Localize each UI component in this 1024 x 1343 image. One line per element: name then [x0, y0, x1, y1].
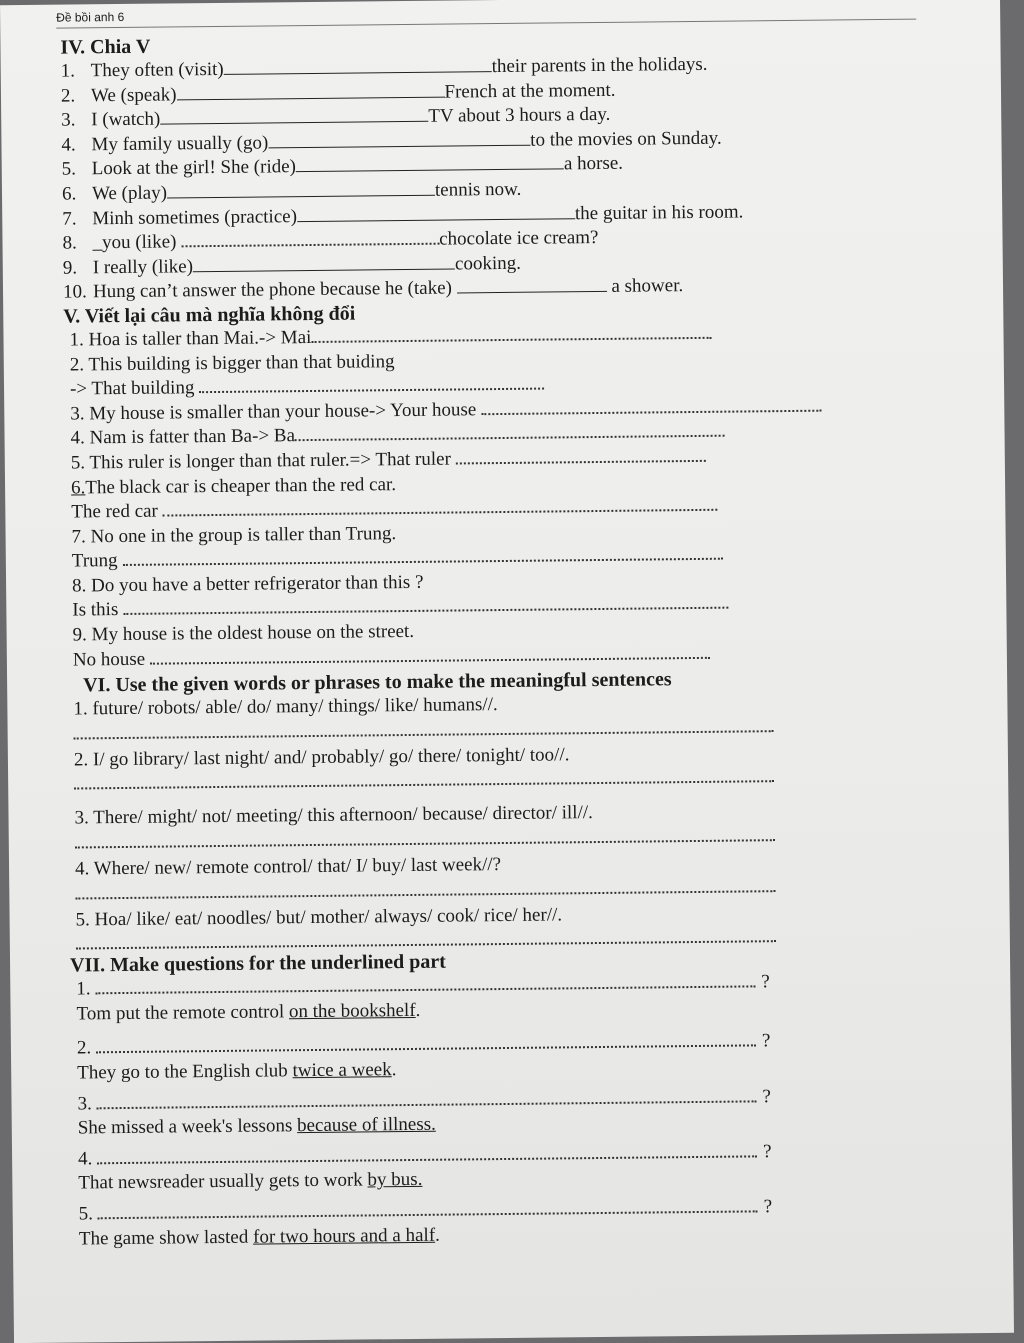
- answer-blank[interactable]: [181, 242, 439, 248]
- exercise-line: 5. Look at the girl! She (ride) a horse.: [61, 153, 624, 180]
- answer-blank[interactable]: [123, 606, 728, 615]
- answer-blank[interactable]: [150, 655, 710, 664]
- exercise-line: The game show lasted for two hours and a half.: [78, 1224, 440, 1250]
- exercise-line: 3. My house is smaller than your house-> Your house: [64, 393, 944, 427]
- exercise-line: 1. They often (visit) their parents in the holidays.: [60, 53, 708, 82]
- exercise-line: No house: [67, 639, 947, 673]
- exercise-line: -> That building: [64, 368, 944, 402]
- section-vi: [67, 666, 950, 955]
- exercise-line: 3. There/ might/ not/ meeting/ this afternoon/ because/ director/ ill//.: [74, 802, 593, 829]
- exercise-line: 2. This building is bigger than that buiding: [69, 350, 395, 376]
- section-vii: [70, 946, 953, 1252]
- section-v: [63, 296, 947, 673]
- exercise-line: 5. Hoa/ like/ eat/ noodles/ but/ mother/ always/ cook/ rice/ her//.: [75, 904, 563, 931]
- answer-blank[interactable]: [456, 459, 706, 465]
- exercise-line: Tom put the remote control on the bookshelf.: [76, 999, 421, 1025]
- answer-blank[interactable]: [122, 557, 722, 566]
- answer-blank[interactable]: [295, 434, 725, 442]
- answer-blank[interactable]: [311, 336, 711, 343]
- page-header: Đề bồi anh 6: [56, 2, 916, 29]
- exercise-line: 4. My family usually (go) to the movies on Sunday.: [61, 127, 722, 156]
- exercise-line: 1. Hoa is taller than Mai.-> Mai: [63, 319, 943, 353]
- exercise-line: 4. Nam is fatter than Ba-> Ba: [64, 418, 944, 452]
- exercise-line: The red car: [65, 491, 945, 525]
- exercise-line: They go to the English club twice a week.: [77, 1059, 397, 1084]
- answer-line[interactable]: 2. ?: [76, 1030, 771, 1059]
- exercise-line: 7. Minh sometimes (practice) the guitar in his room.: [62, 201, 744, 230]
- answer-blank[interactable]: [193, 267, 455, 272]
- exercise-line: 8. _you (like) chocolate ice cream?: [62, 227, 599, 254]
- answer-line[interactable]: 3. ?: [77, 1085, 772, 1115]
- answer-blank[interactable]: [177, 95, 445, 100]
- answer-blank[interactable]: [296, 168, 564, 173]
- exercise-line: 10. Hung can’t answer the phone because he (take) a shower.: [62, 275, 684, 303]
- exercise-line: That newsreader usually gets to work by bus.: [78, 1169, 423, 1194]
- exercise-line: 7. No one in the group is taller than Trung.: [71, 522, 397, 548]
- answer-line[interactable]: 4. ?: [78, 1141, 772, 1170]
- answer-blank[interactable]: [297, 217, 575, 222]
- answer-blank[interactable]: [160, 120, 428, 125]
- exercise-line: Trung: [66, 541, 946, 575]
- worksheet-content: [60, 27, 953, 1251]
- section-v-title: V. Viết lại câu mà nghĩa không đổi: [63, 302, 356, 328]
- underlined-part: by bus.: [367, 1169, 423, 1191]
- exercise-line: 3. I (watch) TV about 3 hours a day.: [61, 104, 611, 131]
- answer-blank[interactable]: [268, 143, 530, 148]
- answer-blank[interactable]: [167, 194, 435, 199]
- underlined-part: because of illness.: [296, 1113, 436, 1137]
- exercise-line: 6.The black car is cheaper than the red car.: [70, 473, 397, 499]
- answer-blank[interactable]: [163, 508, 718, 517]
- exercise-line: 4. Where/ new/ remote control/ that/ I/ buy/ last week//?: [74, 854, 502, 880]
- exercise-line: 6. We (play) tennis now.: [61, 178, 522, 205]
- exercise-line: 2. We (speak) French at the moment.: [60, 79, 616, 107]
- underlined-part: on the bookshelf: [288, 999, 416, 1023]
- exercise-line: 8. Do you have a better refrigerator than this ?: [72, 571, 424, 597]
- answer-blank[interactable]: [199, 387, 544, 394]
- answer-blank[interactable]: [457, 290, 607, 294]
- underlined-part: for two hours and a half: [252, 1224, 436, 1248]
- exercise-line: 5. This ruler is longer than that ruler.=> That ruler: [65, 442, 945, 476]
- exercise-line: 1. future/ robots/ able/ do/ many/ things/ like/ humans//.: [73, 694, 498, 720]
- exercise-line: She missed a week's lessons because of illness.: [77, 1113, 436, 1139]
- exercise-line: 2. I/ go library/ last night/ and/ probably/ go/ there/ tonight/ too//.: [73, 744, 570, 771]
- underlined-part: twice a week: [292, 1059, 392, 1082]
- answer-blank[interactable]: [481, 408, 821, 415]
- answer-line[interactable]: 5. ?: [78, 1196, 773, 1225]
- exercise-line: Is this: [66, 590, 946, 624]
- exercise-line: 9. I really (like) cooking.: [62, 252, 522, 279]
- exercise-line: 9. My house is the oldest house on the street.: [72, 620, 415, 646]
- section-iv: [60, 27, 943, 305]
- section-vii-title: VII. Make questions for the underlined part: [69, 950, 446, 977]
- answer-line[interactable]: 1. ?: [76, 971, 770, 1000]
- answer-blank[interactable]: [224, 70, 492, 75]
- section-iv-title: IV. Chia V: [60, 35, 151, 59]
- section-vi-title: VI. Use the given words or phrases to make the meaningful sentences: [83, 668, 672, 697]
